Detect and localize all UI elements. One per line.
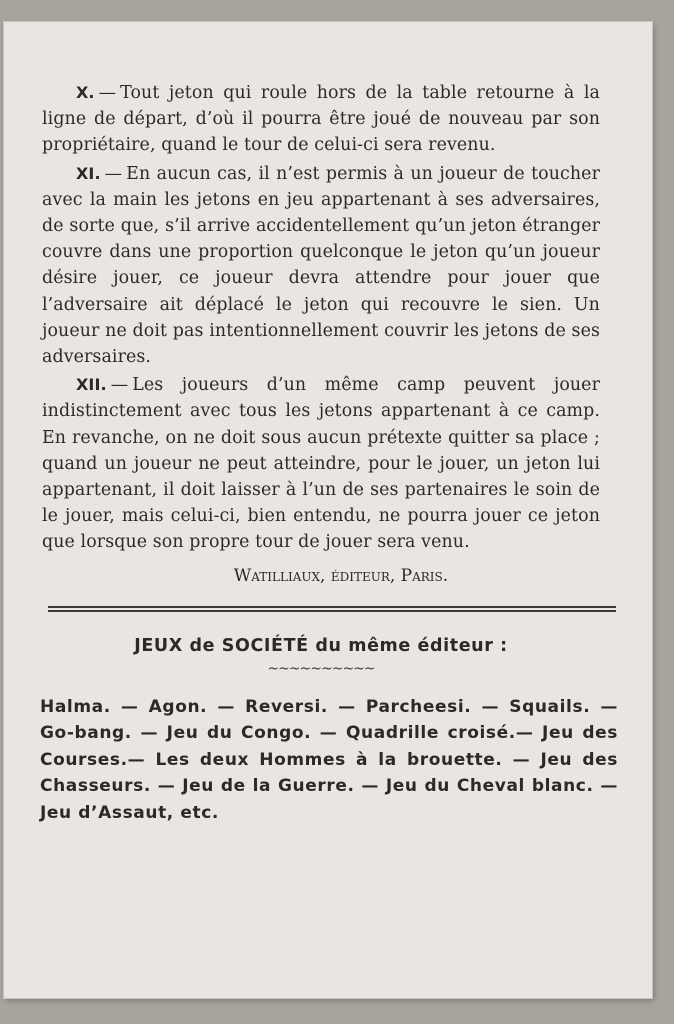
rule-text: Les joueurs d’un même camp peuvent jouer indistinctement avec tous les jetons appartenant à ce camp. En revanche, on ne doit sous aucun prétexte quitter sa place ; quand un joueur ne peut atteindre, pour le jouer, un jeton lui appartenant, il doit laisser à l’un de ses partenaires le soin de le jouer, mais celui-ci, bien entendu, ne pourra jouer ce jeton que lorsque son propre tour de jouer sera venu. xyxy=(42,375,600,553)
section-heading: JEUX de SOCIÉTÉ du même éditeur : xyxy=(134,635,508,656)
publisher-line: Watilliaux, éditeur, Paris. xyxy=(233,565,449,586)
rule-dash: — xyxy=(110,375,129,396)
double-divider xyxy=(48,606,616,612)
rule-text: En aucun cas, il n’est permis à un joueur de toucher avec la main les jetons en jeu appartenant à ses adversaires, de sorte que, s’il arrive accidentellement qu’un jeton étranger couvre dans une proportion quelconque le jeton qu’un joueur désire jouer, ce joueur devra attendre pour jouer que l’adversaire ait déplacé le jeton qui recouvre le sien. Un joueur ne doit pas intentionnellement couvrir les jetons de ses adversaires. xyxy=(42,163,600,368)
rule-number: XI. xyxy=(76,163,101,183)
games-list: Halma. — Agon. — Reversi. — Parcheesi. — Squails. — Go-bang. — Jeu du Congo. — Quadrille croisé.— Jeu des Courses.— Les deux Hommes à la brouette. — Jeu des Chasseurs. — Jeu de la Guerre. — Jeu du Cheval blanc. — Jeu d’Assaut, etc. xyxy=(40,696,618,824)
rule-xi xyxy=(42,161,600,371)
rules-card xyxy=(4,22,652,998)
rule-xii xyxy=(42,372,600,555)
rule-dash: — xyxy=(104,163,123,184)
rule-dash: — xyxy=(98,83,117,103)
rule-x xyxy=(42,80,600,159)
rule-text: Tout jeton qui roule hors de la table retourne à la ligne de départ, d’où il pourra être joué de nouveau par son propriétaire, quand le tour de celui-ci sera revenu. xyxy=(42,83,600,156)
rule-number: XII. xyxy=(76,375,107,395)
wavy-ornament-icon: ~~~~~~~~~~ xyxy=(267,660,375,677)
rule-number: X. xyxy=(76,83,95,102)
